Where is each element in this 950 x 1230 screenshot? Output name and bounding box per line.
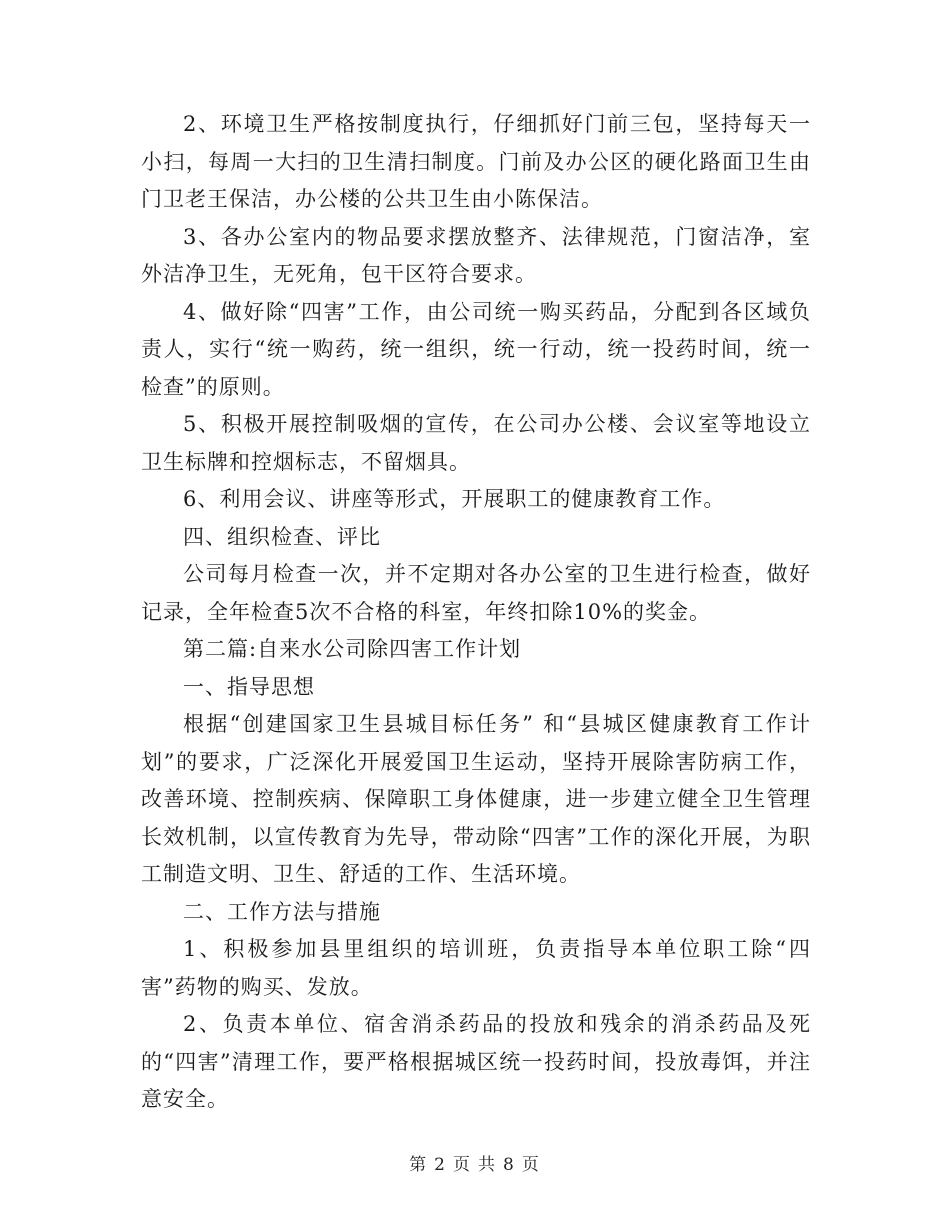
paragraph-smoking-control: 5、积极开展控制吸烟的宣传，在公司办公楼、会议室等地设立卫生标牌和控烟标志，不留烟具。 [141,412,811,474]
chapter-title-part-two: 第二篇:自来水公司除四害工作计划 [183,637,522,661]
paragraph-office-items: 3、各办公室内的物品要求摆放整齐、法律规范，门窗洁净，室外洁净卫生，无死角，包干区符合要求。 [141,224,811,286]
footer-suffix: 页 [521,1155,541,1175]
footer-total-label: 共 [478,1155,497,1175]
page-footer [0,1150,950,1175]
section-heading-guiding-idea: 一、指导思想 [183,674,315,699]
paragraph-disinfection: 2、负责本单位、宿舍消杀药品的投放和残余的消杀药品及死的“四害”清理工作，要严格根据城区统一投药时间，投放毒饵，并注意安全。 [141,1012,811,1111]
footer-total-pages: 8 [503,1155,516,1175]
paragraph-inspection: 公司每月检查一次，并不定期对各办公室的卫生进行检查，做好记录，全年检查5次不合格的科室，年终扣除10%的奖金。 [141,562,811,624]
paragraph-env-hygiene: 2、环境卫生严格按制度执行，仔细抓好门前三包，坚持每天一小扫，每周一大扫的卫生清扫制度。门前及办公区的硬化路面卫生由门卫老王保洁，办公楼的公共卫生由小陈保洁。 [141,112,811,211]
paragraph-training: 1、积极参加县里组织的培训班，负责指导本单位职工除“四害”药物的购买、发放。 [141,937,811,999]
paragraph-health-education: 6、利用会议、讲座等形式，开展职工的健康教育工作。 [183,487,726,511]
paragraph-guiding-idea: 根据“创建国家卫生县城目标任务” 和“县城区健康教育工作计划”的要求，广泛深化开展爱国卫生运动，坚持开展除害防病工作，改善环境、控制疾病、保障职工身体健康，进一步建立健全卫生管理长效机制，以宣传教育为先导，带动除“四害”工作的深化开展，为职工制造文明、卫生、舒适的工作、生活环境。 [141,712,811,886]
footer-current-page: 2 [434,1155,447,1175]
footer-page-label: 页 [453,1155,472,1175]
document-body [141,106,811,1119]
footer-prefix: 第 [409,1155,429,1175]
paragraph-four-pests: 4、做好除“四害”工作，由公司统一购买药品，分配到各区域负责人，实行“统一购药，统一组织，统一行动，统一投药时间，统一检查”的原则。 [141,299,811,399]
section-heading-methods: 二、工作方法与措施 [183,899,381,924]
section-heading-inspection: 四、组织检查、评比 [183,524,381,549]
